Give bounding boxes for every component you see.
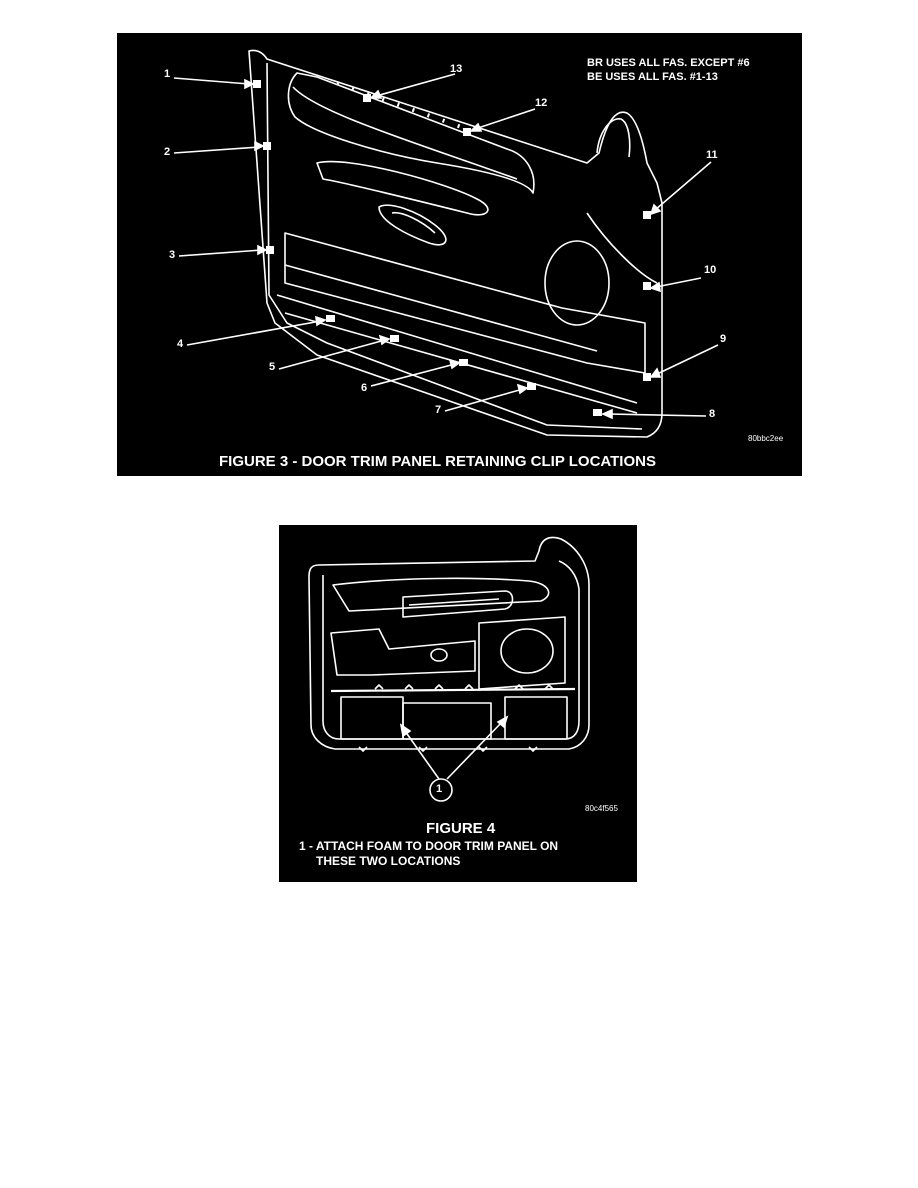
figure-3-caption: FIGURE 3 - DOOR TRIM PANEL RETAINING CLIP LOCATIONS — [219, 453, 656, 470]
callout-8: 8 — [709, 408, 716, 420]
callout-13: 13 — [450, 63, 463, 75]
foam-callout-1: 1 — [436, 783, 443, 795]
figure-3 — [117, 33, 802, 476]
usage-note-be: BE USES ALL FAS. #1-13 — [587, 71, 718, 83]
callout-12: 12 — [535, 97, 548, 109]
image-code: 80bbc2ee — [748, 434, 784, 443]
legend-line-2: THESE TWO LOCATIONS — [316, 854, 461, 868]
image-code: 80c4f565 — [585, 804, 618, 813]
callout-4: 4 — [177, 338, 184, 350]
callout-10: 10 — [704, 264, 717, 276]
usage-note-br: BR USES ALL FAS. EXCEPT #6 — [587, 57, 750, 69]
callout-3: 3 — [169, 249, 176, 261]
callout-6: 6 — [361, 382, 368, 394]
callout-11: 11 — [706, 149, 718, 161]
door-trim-panel-illustration — [117, 33, 802, 476]
callout-7: 7 — [435, 404, 442, 416]
callout-5: 5 — [269, 361, 276, 373]
callout-2: 2 — [164, 146, 171, 158]
callout-1: 1 — [164, 68, 171, 80]
callout-9: 9 — [720, 333, 727, 345]
legend-line-1: 1 - ATTACH FOAM TO DOOR TRIM PANEL ON — [299, 839, 559, 853]
figure-4 — [279, 525, 637, 882]
figure-4-title: FIGURE 4 — [426, 820, 496, 837]
